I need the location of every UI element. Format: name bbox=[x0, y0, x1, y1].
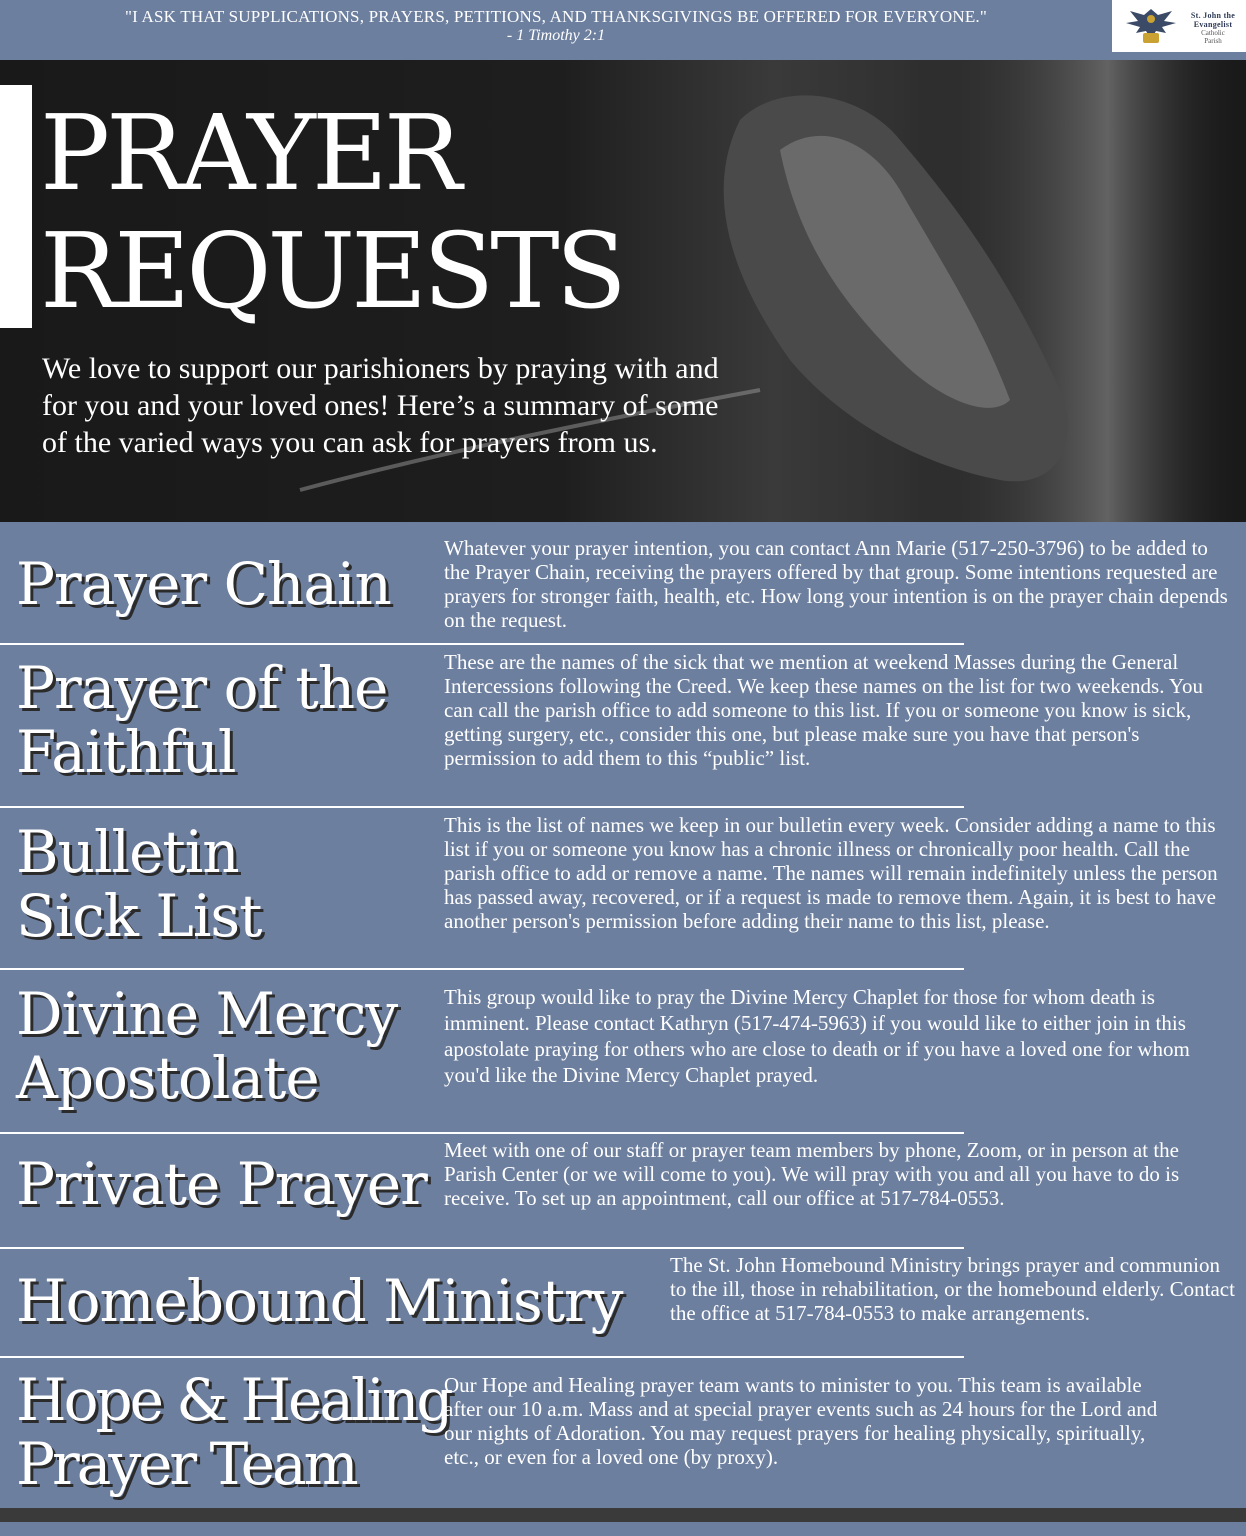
bottom-rule bbox=[0, 1508, 1246, 1522]
logo-line-3: Catholic bbox=[1201, 29, 1225, 37]
section-title-line-1: Hope & Healing bbox=[16, 1366, 451, 1434]
section-divider bbox=[0, 1247, 964, 1249]
section-divider bbox=[0, 1356, 964, 1358]
section-description: This group would like to pray the Divine Mercy Chaplet for those for whom death is imminent. Please contact Kathryn (517-474-5963) if you would like to either join in this apostolate praying for others who are close to death or if you have a loved one for whom you'd like the Divine Mercy Chaplet prayed. bbox=[444, 985, 1190, 1087]
section-title-line-2: Prayer Team bbox=[16, 1430, 356, 1498]
section-title bbox=[16, 1152, 427, 1216]
section-divider bbox=[0, 806, 964, 808]
section-title-line-1: Prayer Chain bbox=[16, 550, 391, 618]
parish-logo-text bbox=[1182, 11, 1244, 45]
hero-section bbox=[0, 60, 1246, 522]
section-description: Meet with one of our staff or prayer team members by phone, Zoom, or in person at the Parish Center (or we will come to you). We will pray with you and all you have to do is receive. To set up an appointment, call our office at 517-784-0553. bbox=[444, 1138, 1180, 1210]
eagle-emblem-icon bbox=[1122, 3, 1180, 49]
section-title bbox=[16, 552, 391, 616]
section-title bbox=[16, 656, 387, 784]
section-title-line-2: Sick List bbox=[16, 882, 262, 950]
logo-line-2: Evangelist bbox=[1193, 20, 1233, 29]
section-title bbox=[16, 1269, 623, 1333]
section-title-line-1: Private Prayer bbox=[16, 1150, 427, 1218]
section-title-line-1: Divine Mercy bbox=[16, 980, 398, 1048]
logo-line-4: Parish bbox=[1204, 37, 1222, 45]
section-title-line-2: Apostolate bbox=[16, 1044, 319, 1112]
scripture-quote: "I ASK THAT SUPPLICATIONS, PRAYERS, PETITIONS, AND THANKSGIVINGS BE OFFERED FOR EVERYONE." bbox=[125, 7, 987, 26]
section-bulletin-sick-list bbox=[0, 810, 1246, 968]
section-title bbox=[16, 820, 262, 948]
section-homebound-ministry bbox=[0, 1251, 1246, 1355]
quote-banner bbox=[0, 0, 1112, 52]
section-description: These are the names of the sick that we mention at weekend Masses during the General Intercessions following the Creed. We keep these names on the list for two weekends. You can call the parish office to add someone to this list. If you or someone you know is sick, getting surgery, etc., consider this one, but please make sure you have that person's permission to add them to this “public” list. bbox=[444, 650, 1204, 770]
section-title-line-1: Homebound Ministry bbox=[16, 1267, 623, 1335]
section-title bbox=[16, 982, 397, 1110]
section-prayer-of-the-faithful bbox=[0, 646, 1246, 806]
section-title bbox=[16, 1368, 451, 1496]
page-title bbox=[40, 94, 623, 330]
section-divider bbox=[0, 1132, 964, 1134]
section-title-line-2: Faithful bbox=[16, 718, 236, 786]
scripture-citation: - 1 Timothy 2:1 bbox=[506, 27, 606, 44]
section-description: Whatever your prayer intention, you can contact Ann Marie (517-250-3796) to be added to the Prayer Chain, receiving the prayers offered by that group. Some intentions requested are prayers for stronger faith, health, etc. How long your intention is on the prayer chain depends on the request. bbox=[444, 536, 1228, 632]
section-divider bbox=[0, 968, 964, 970]
section-description: This is the list of names we keep in our bulletin every week. Consider adding a name to this list if you or someone you know has a chronic illness or chronically poor health. Call the parish office to add or remove a name. The names will remain indefinitely unless the person has passed away, recovered, or if a request is made to remove them. Again, it is best to have another person's permission before adding their name to this list, please. bbox=[444, 813, 1218, 933]
section-divine-mercy-apostolate bbox=[0, 972, 1246, 1130]
title-line-2: REQUESTS bbox=[40, 210, 623, 332]
intro-text: We love to support our parishioners by praying with and for you and your loved ones! Here’s a summary of some of the varied ways you can ask for prayers from us. bbox=[42, 352, 719, 459]
section-private-prayer bbox=[0, 1136, 1246, 1246]
section-description: The St. John Homebound Ministry brings prayer and communion to the ill, those in rehabilitation, or the homebound elderly. Contact the office at 517-784-0553 to make arrangements. bbox=[670, 1253, 1235, 1325]
title-line-1: PRAYER bbox=[40, 92, 459, 214]
section-description: Our Hope and Healing prayer team wants to minister to you. This team is available after our 10 a.m. Mass and at special prayer events such as 24 hours for the Lord and our nights of Adoration. You may request prayers for healing physically, spiritually, etc., or even for a loved one (by proxy). bbox=[444, 1373, 1158, 1469]
section-prayer-chain bbox=[0, 532, 1246, 642]
logo-line-1: St. John the bbox=[1190, 11, 1236, 20]
section-title-line-1: Prayer of the bbox=[16, 654, 388, 722]
section-divider bbox=[0, 643, 964, 645]
section-hope-and-healing-prayer-team bbox=[0, 1360, 1246, 1506]
section-title-line-1: Bulletin bbox=[16, 818, 239, 886]
parish-logo bbox=[1112, 0, 1246, 52]
title-accent-bar bbox=[0, 85, 32, 328]
